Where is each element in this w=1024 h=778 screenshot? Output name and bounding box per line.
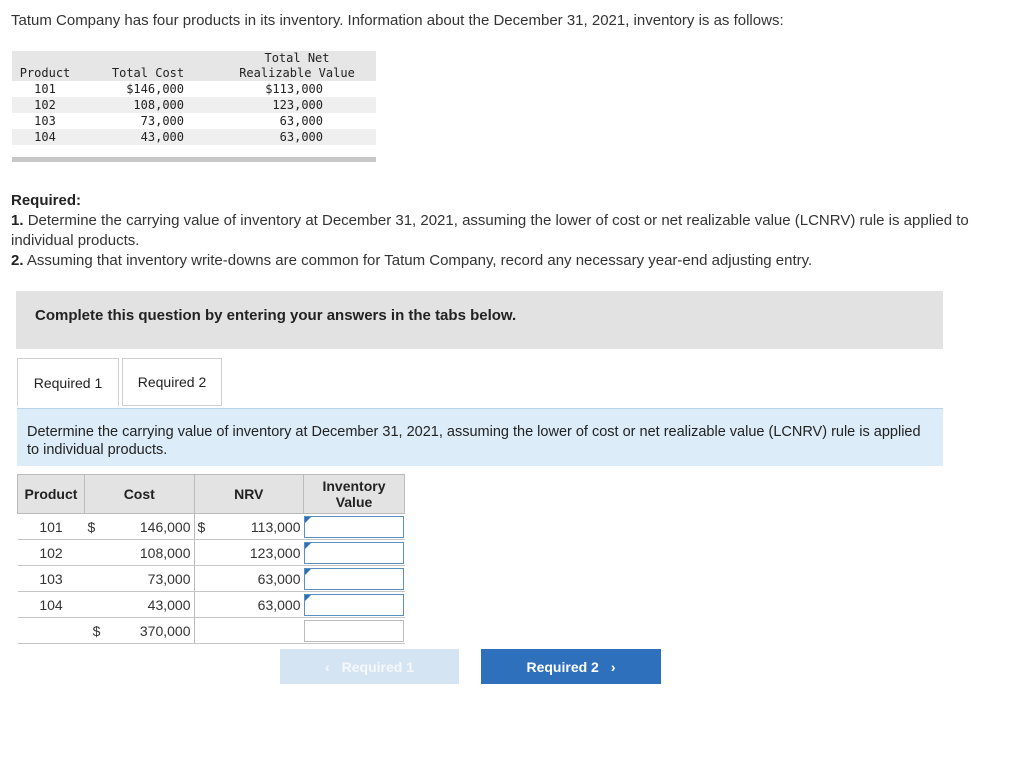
chevron-right-icon: ›	[610, 658, 616, 675]
tab-instruction-box	[17, 408, 943, 466]
data-row: 101 $146,000 $113,000	[34, 82, 323, 96]
total-row: $ 370,000	[18, 618, 405, 644]
banner-text: Complete this question by entering your answers in the tabs below.	[35, 307, 517, 324]
inventory-value-input[interactable]	[304, 568, 404, 590]
instruction-banner	[16, 291, 943, 349]
col-inventory-value: Inventory Value	[304, 475, 405, 514]
inventory-data-table	[12, 51, 376, 145]
prev-required-button[interactable]: ‹ Required 1	[280, 649, 459, 684]
data-row: 102 108,000 123,000	[12, 97, 376, 113]
required-heading: Required:	[11, 192, 82, 209]
inventory-value-input[interactable]	[304, 594, 404, 616]
tab-instruction-text: Determine the carrying value of inventory at December 31, 2021, assuming the lower of cost or net realizable value (LCNRV) rule is applied to individual products.	[27, 424, 921, 458]
inventory-total-input[interactable]	[304, 620, 404, 642]
col-cost: Cost	[85, 475, 195, 514]
total-cost: 370,000	[109, 618, 195, 644]
table-row: 101 $ 146,000 $ 113,000	[18, 514, 405, 540]
required-item-2: Assuming that inventory write-downs are common for Tatum Company, record any necessary year-end adjusting entry.	[26, 252, 813, 269]
table-row: 104 43,000 63,000	[18, 592, 405, 618]
data-row: 104 43,000 63,000	[12, 129, 376, 145]
table-row: 102 108,000 123,000	[18, 540, 405, 566]
chevron-left-icon: ‹	[324, 658, 330, 675]
answer-table	[17, 474, 405, 644]
table-row: 103 73,000 63,000	[18, 566, 405, 592]
header-nrv: Total Net Realizable Value	[218, 51, 376, 81]
required-section: Required: 1. Determine the carrying value of inventory at December 31, 2021, assuming the lower of cost or net realizable value (LCNRV) rule is applied to individual products. 2. Assuming that inventory write-downs are common for Tatum Company, record any necessary year-end adjusting entry.	[11, 192, 969, 269]
data-row: 103 73,000 63,000	[34, 114, 323, 128]
next-required-button[interactable]: Required 2 ›	[481, 649, 661, 684]
col-nrv: NRV	[194, 475, 304, 514]
inventory-value-input[interactable]	[304, 542, 404, 564]
table-bottom-rule	[12, 157, 376, 162]
tab-required-1[interactable]: Required 1	[17, 358, 119, 406]
header-total-cost: Total Cost	[78, 51, 218, 81]
col-product: Product	[18, 475, 85, 514]
intro-text: Tatum Company has four products in its inventory. Information about the December 31, 2021, inventory is as follows:	[11, 12, 784, 29]
tab-required-2[interactable]: Required 2	[122, 358, 222, 406]
required-item-1: Determine the carrying value of inventory at December 31, 2021, assuming the lower of cost or net realizable value (LCNRV) rule is applied to individual products.	[11, 212, 969, 249]
inventory-value-input[interactable]	[304, 516, 404, 538]
header-product: Product	[12, 51, 78, 81]
